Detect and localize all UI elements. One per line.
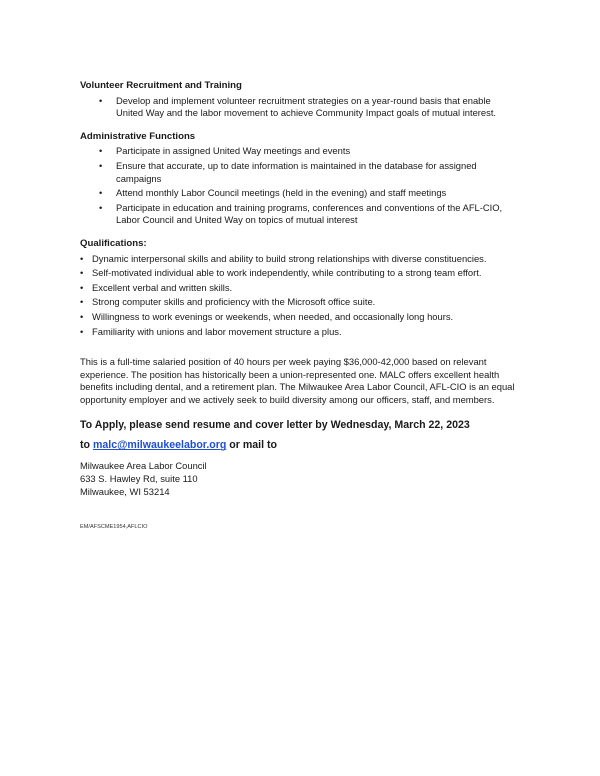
address-street: 633 S. Hawley Rd, suite 110 (80, 473, 198, 485)
list-item: • Familiarity with unions and labor movement structure a plus. (80, 325, 342, 337)
email-link[interactable]: malc@milwaukeelabor.org (92, 439, 227, 452)
list-item: • Excellent verbal and written skills. (80, 281, 233, 293)
bullet-icon: • (80, 310, 84, 322)
bullet-icon: • (99, 159, 103, 171)
qualifications-section (80, 238, 520, 338)
qualifications-heading: Qualifications: (80, 237, 147, 249)
bullet-icon: • (80, 267, 84, 279)
admin-heading: Administrative Functions (80, 130, 196, 142)
list-item: • Ensure that accurate, up to date information is maintained in the database for assigned campaigns (99, 159, 477, 184)
position-paragraph: This is a full-time salaried position of 40 hours per week paying $36,000-42,000 based on relevant experience. The position has historically been a union-represented one. MALC offers excellent health benefits including dental, and a retirement plan. The Milwaukee Area Labor Council, AFL-CIO is an equal opportunity employer and we actively seek to build diversity among our officers, staff, and members. (80, 356, 515, 405)
bullet-icon: • (99, 94, 103, 106)
volunteer-list (80, 95, 520, 120)
document-content (80, 80, 520, 498)
admin-section (80, 131, 520, 227)
list-item: • Participate in education and training programs, conferences and conventions of the AFL-CIO, Labor Council and United Way on topics of mutual interest (99, 201, 503, 226)
mailing-address (80, 460, 520, 498)
address-city: Milwaukee, WI 53214 (80, 485, 170, 497)
qualifications-list (80, 253, 520, 339)
admin-list (80, 145, 520, 227)
address-name: Milwaukee Area Labor Council (80, 460, 207, 472)
bullet-icon: • (99, 145, 103, 157)
list-item: • Dynamic interpersonal skills and ability to build strong relationships with diverse constituencies. (80, 252, 487, 264)
apply-contact-line: to malc@milwaukeelabor.org or mail to (80, 439, 277, 452)
volunteer-heading: Volunteer Recruitment and Training (80, 80, 242, 91)
list-item: • Willingness to work evenings or weekends, when needed, and occasionally long hours. (80, 310, 454, 322)
bullet-icon: • (99, 187, 103, 199)
list-item: • Attend monthly Labor Council meetings (held in the evening) and staff meetings (99, 187, 447, 199)
bullet-icon: • (80, 296, 84, 308)
bullet-icon: • (80, 325, 84, 337)
bullet-icon: • (80, 281, 84, 293)
footer-code: EM/AFSCME1954,AFLCIO (80, 524, 148, 530)
bullet-icon: • (99, 201, 103, 213)
apply-instructions: To Apply, please send resume and cover letter by Wednesday, March 22, 2023 (80, 419, 470, 432)
volunteer-section (80, 80, 520, 120)
list-item: • Strong computer skills and proficiency with the Microsoft office suite. (80, 296, 376, 308)
bullet-icon: • (80, 252, 84, 264)
list-item: • Develop and implement volunteer recruitment strategies on a year-round basis that enable United Way and the labor movement to achieve Community Impact goals of mutual interest. (99, 94, 497, 119)
list-item: • Self-motivated individual able to work independently, while contributing to a strong team effort. (80, 267, 482, 279)
list-item: • Participate in assigned United Way meetings and events (99, 145, 351, 157)
